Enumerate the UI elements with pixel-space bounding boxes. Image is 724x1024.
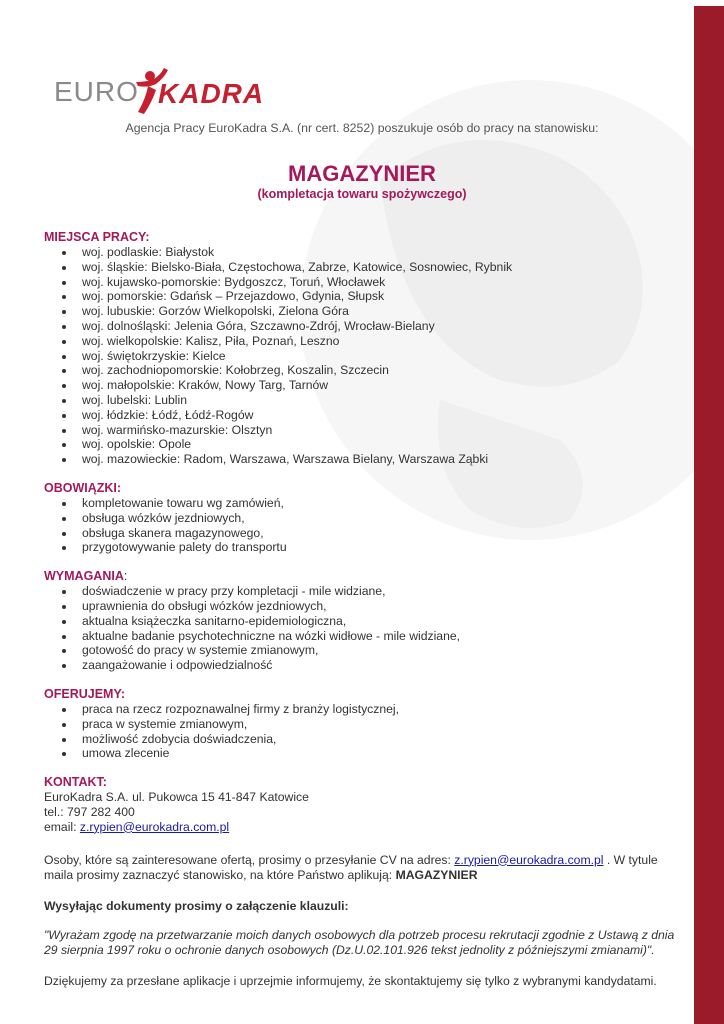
list-item: woj. kujawsko-pomorskie: Bydgoszcz, Toruń, Włocławek [44,275,684,290]
list-item: obsługa skanera magazynowego, [44,526,684,541]
list-item: praca w systemie zmianowym, [44,717,684,732]
list-item: kompletowanie towaru wg zamówień, [44,496,684,511]
requirements-list [44,584,684,673]
list-item: woj. lubuskie: Gorzów Wielkopolski, Zielona Góra [44,304,684,319]
requirements-colon: : [123,569,128,584]
clause-text: "Wyrażam zgodę na przetwarzanie moich danych osobowych dla potrzeb procesu rekrutacji zgodnie z Ustawą z dnia 29 sierpnia 1997 roku o ochronie danych osobowych (Dz.U.02.101.926 tekst jednolity z późniejszymi zmianami)". [44,927,675,957]
logo-kadra-text: KADRA [158,78,265,109]
offer-heading: OFERUJEMY: [44,686,126,701]
job-subtitle: (kompletacja towaru spożywczego) [257,187,467,201]
list-item: praca na rzecz rozpoznawalnej firmy z branży logistycznej, [44,702,684,717]
list-item: woj. wielkopolskie: Kalisz, Piła, Poznań, Leszno [44,334,684,349]
apply-text-2: . W tytule maila prosimy zaznaczyć stanowisko, na które Państwo aplikują: [44,852,658,882]
contact-heading: KONTAKT: [44,775,107,790]
list-item: przygotowywanie palety do transportu [44,540,684,555]
duties-heading: OBOWIĄZKI: [44,480,122,495]
list-item: woj. łódzkie: Łódź, Łódź-Rogów [44,408,684,423]
contact-email-link[interactable]: z.rypien@eurokadra.com.pl [79,819,230,834]
right-accent-bar [694,6,724,1024]
list-item: umowa zlecenie [44,746,684,761]
duties-list [44,496,684,555]
contact-email-label: email: [44,819,80,834]
list-item: woj. mazowieckie: Radom, Warszawa, Warszawa Bielany, Warszawa Ząbki [44,452,684,467]
list-item: woj. lubelski: Lublin [44,393,684,408]
logo-euro-text: EURO [54,76,139,107]
list-item: doświadczenie w pracy przy kompletacji - mile widziane, [44,584,684,599]
apply-paragraph [44,853,684,883]
list-item: woj. małopolskie: Kraków, Nowy Targ, Tarnów [44,378,684,393]
list-item: aktualna książeczka sanitarno-epidemiologiczna, [44,614,684,629]
clause-heading: Wysyłając dokumenty prosimy o załączenie klauzuli: [44,898,349,913]
list-item: aktualne badanie psychotechniczne na wózki widłowe - mile widziane, [44,629,684,644]
list-item: gotowość do pracy w systemie zmianowym, [44,643,684,658]
places-list [44,245,684,467]
list-item: woj. podlaskie: Białystok [44,245,684,260]
list-item: woj. dolnośląski: Jelenia Góra, Szczawno-Zdrój, Wrocław-Bielany [44,319,684,334]
eurokadra-logo [54,68,284,118]
requirements-heading-text: WYMAGANIA [44,569,124,584]
apply-position: MAGAZYNIER [395,867,478,882]
list-item: obsługa wózków jezdniowych, [44,511,684,526]
list-item: woj. świętokrzyskie: Kielce [44,349,684,364]
apply-email-link[interactable]: z.rypien@eurokadra.com.pl [454,852,604,867]
contact-email-line [44,820,684,835]
apply-text-1: Osoby, które są zainteresowane ofertą, prosimy o przesyłanie CV na adres: [44,852,455,867]
list-item: uprawnienia do obsługi wózków jezdniowych, [44,599,684,614]
list-item: woj. warmińsko-mazurskie: Olsztyn [44,423,684,438]
contact-phone: tel.: 797 282 400 [44,804,135,819]
thanks-text: Dziękujemy za przesłane aplikacje i uprzejmie informujemy, że skontaktujemy się tylko z wybranymi kandydatami. [44,973,657,988]
list-item: możliwość zdobycia doświadczenia, [44,732,684,747]
list-item: zaangażowanie i odpowiedzialność [44,658,684,673]
list-item: woj. opolskie: Opole [44,437,684,452]
list-item: woj. zachodniopomorskie: Kołobrzeg, Koszalin, Szczecin [44,363,684,378]
job-title: MAGAZYNIER [288,161,436,186]
offer-list [44,702,684,761]
places-heading: MIEJSCA PRACY: [44,230,150,244]
list-item: woj. śląskie: Bielsko-Biała, Częstochowa, Zabrze, Katowice, Sosnowiec, Rybnik [44,260,684,275]
list-item: woj. pomorskie: Gdańsk – Przejazdowo, Gdynia, Słupsk [44,289,684,304]
intro-text: Agencja Pracy EuroKadra S.A. (nr cert. 8252) poszukuje osób do pracy na stanowisku: [125,121,599,135]
offer-content [44,230,684,989]
contact-address: EuroKadra S.A. ul. Pukowca 15 41-847 Katowice [44,790,309,805]
requirements-heading [44,569,684,584]
